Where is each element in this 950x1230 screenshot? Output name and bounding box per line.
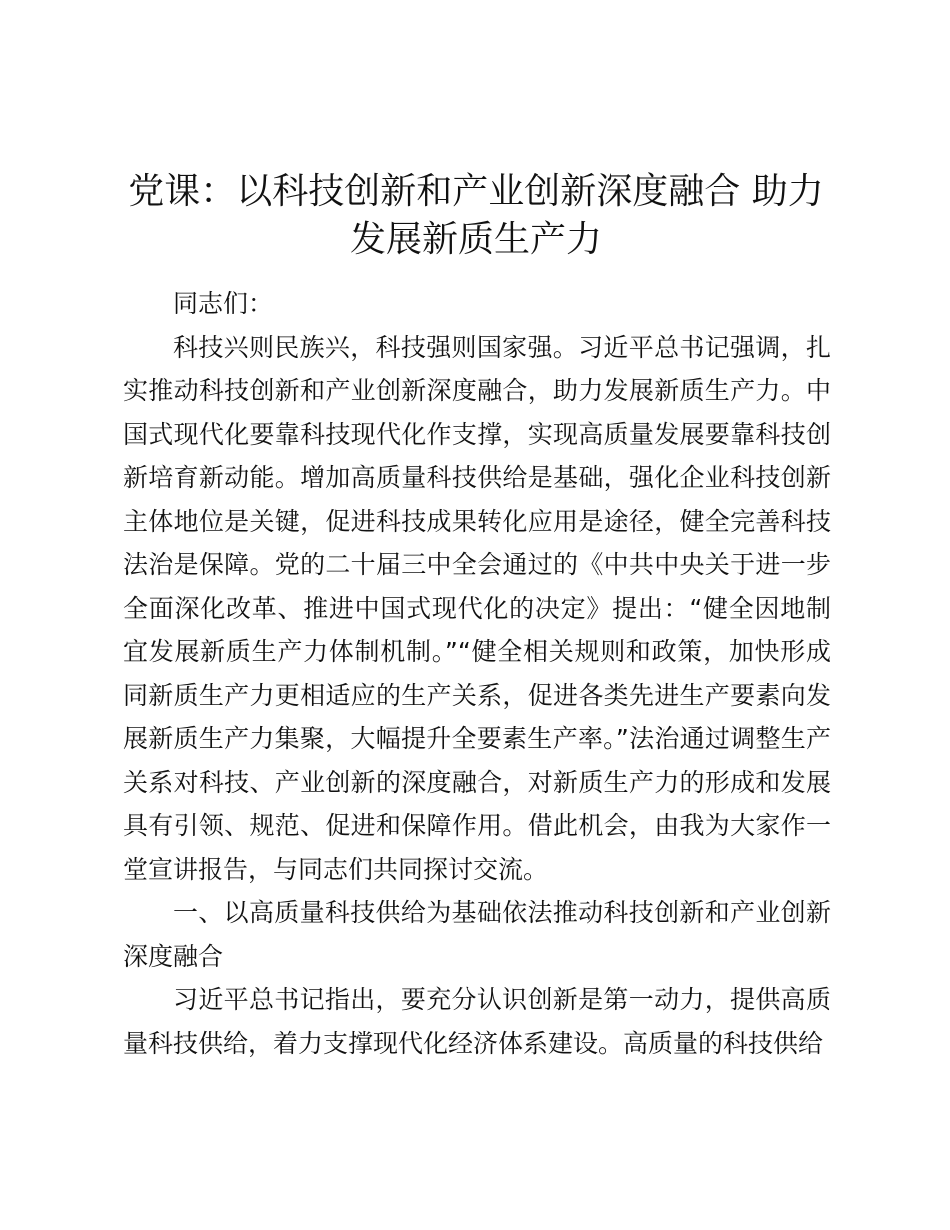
- paragraph-intro: 科技兴则民族兴，科技强则国家强。习近平总书记强调，扎实推动科技创新和产业创新深度融合，助力发展新质生产力。中国式现代化要靠科技现代化作支撑，实现高质量发展要靠科技创新培育新动能。增加高质量科技供给是基础，强化企业科技创新主体地位是关键，促进科技成果转化应用是途径，健全完善科技法治是保障。党的二十届三中全会通过的《中共中央关于进一步全面深化改革、推进中国式现代化的决定》提出：“健全因地制宜发展新质生产力体制机制。”“健全相关规则和政策，加快形成同新质生产力更相适应的生产关系，促进各类先进生产要素向发展新质生产力集聚，大幅提升全要素生产率。”法治通过调整生产关系对科技、产业创新的深度融合，对新质生产力的形成和发展具有引领、规范、促进和保障作用。借此机会，由我为大家作一堂宣讲报告，与同志们共同探讨交流。: [123, 332, 831, 884]
- document-body: [123, 282, 831, 1065]
- salutation: 同志们：: [173, 289, 274, 318]
- paragraph-section-1: 习近平总书记指出，要充分认识创新是第一动力，提供高质量科技供给，着力支撑现代化经济体系建设。高质量的科技供给: [123, 985, 831, 1058]
- section-heading-1: 一、以高质量科技供给为基础依法推动科技创新和产业创新深度融合: [123, 898, 831, 971]
- document-title: 党课：以科技创新和产业创新深度融合 助力发展新质生产力: [128, 171, 824, 260]
